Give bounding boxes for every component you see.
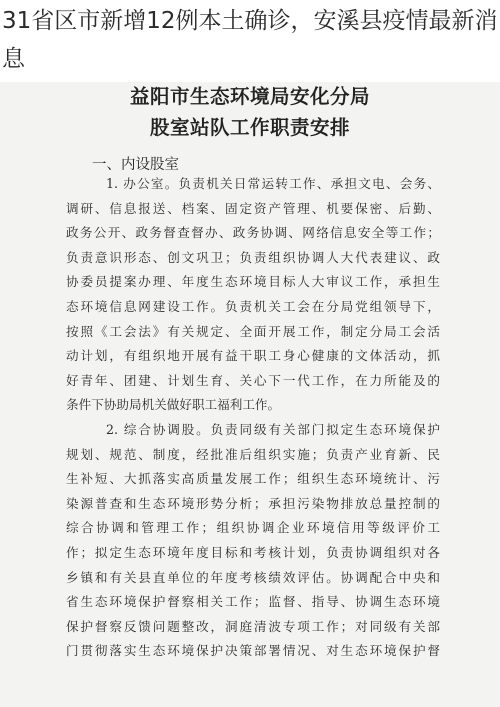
body-line: 乡镇和有关县直单位的年度考核绩效评估。协调配合中央和	[66, 569, 440, 585]
body-line: 门贯彻落实生态环境保护决策部署情况、对生态环境保护督	[66, 643, 440, 659]
section-heading: 一、内设股室	[92, 157, 179, 173]
article-headline-bar	[0, 0, 500, 82]
body-line: 调研、信息报送、档案、固定资产管理、机要保密、后勤、	[66, 200, 440, 216]
body-line: 保护督察反馈问题整改，洞庭清波专项工作；对同级有关部	[66, 618, 440, 634]
body-line: 动计划，有组织地开展有益干职工身心健康的文体活动，抓	[66, 348, 440, 364]
body-line: 好青年、团建、计划生育、关心下一代工作，在力所能及的	[66, 372, 440, 388]
body-line: 生补短、大抓落实高质量发展工作；组织生态环境统计、污	[66, 471, 440, 487]
document-body	[66, 172, 440, 664]
body-line: 综合协调和管理工作；组织协调企业环境信用等级评价工	[66, 520, 440, 536]
body-line: 态环境信息网建设工作。负责机关工会在分局党组领导下，	[66, 298, 440, 314]
body-line: 按照《工会法》有关规定、全面开展工作，制定分局工会活	[66, 323, 440, 339]
body-line: 政务公开、政务督查督办、政务协调、网络信息安全等工作；	[66, 225, 440, 241]
scanned-document	[0, 64, 500, 707]
body-line: 2. 综合协调股。负责同级有关部门拟定生态环境保护	[106, 421, 440, 437]
body-line: 染源普查和生态环境形势分析；承担污染物排放总量控制的	[66, 495, 440, 511]
body-line: 条件下协助局机关做好职工福利工作。	[66, 397, 281, 413]
body-line: 负责意识形态、创文巩卫；负责组织协调人大代表建议、政	[66, 249, 440, 265]
body-line: 1. 办公室。负责机关日常运转工作、承担文电、会务、	[106, 176, 440, 191]
body-line: 作；拟定生态环境年度目标和考核计划，负责协调组织对各	[66, 544, 440, 560]
document-title-line-2: 股室站队工作职责安排	[149, 116, 350, 139]
body-line: 协委员提案办理、年度生态环境目标人大审议工作，承担生	[66, 274, 440, 290]
body-line: 省生态环境保护督察相关工作；监督、指导、协调生态环境	[66, 594, 440, 610]
document-title-line-1: 益阳市生态环境局安化分局	[129, 85, 370, 108]
body-line: 规划、规范、制度，经批准后组织实施；负责产业育新、民	[66, 446, 440, 462]
article-headline: 31省区市新增12例本土确诊，安溪县疫情最新消息	[2, 8, 498, 72]
